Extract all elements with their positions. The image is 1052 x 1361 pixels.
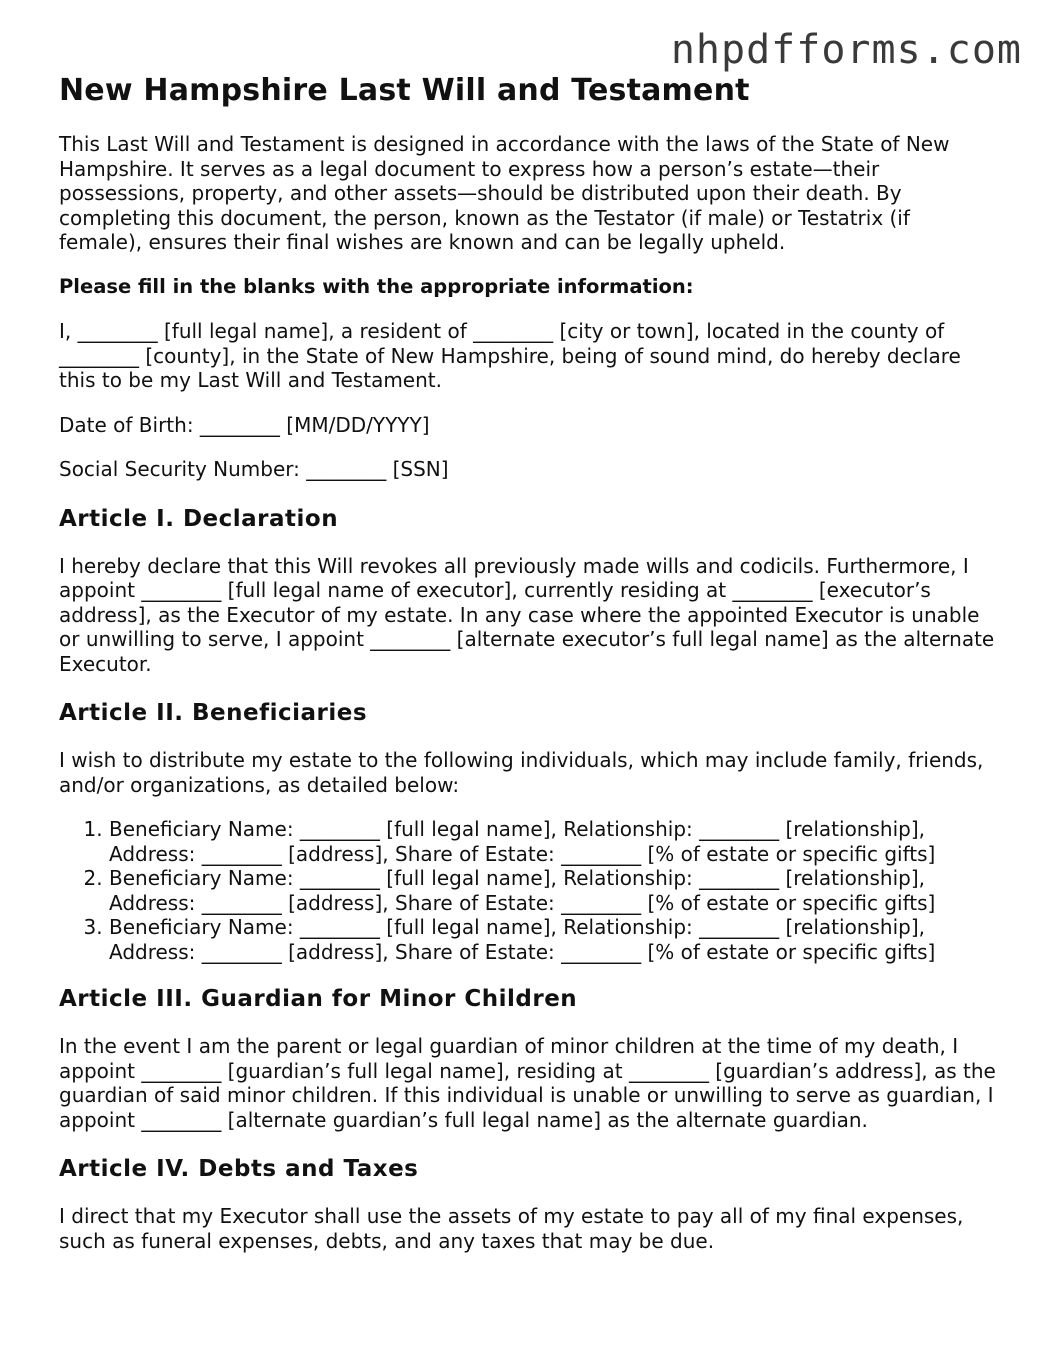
list-item: 1. Beneficiary Name: ________ [full legal name], Relationship: ________ [relationship], Address: ________ [address], Share of Estate: ________ [% of estate or specific gifts] [109,817,999,866]
article-text: I hereby declare that this Will revokes all previously made wills and codicils. Furthermore, I appoint ________ [full legal name of executor], currently residing at ________ [executor’s address], as the Executor of my estate. In any case where the appointed Executor is unable or unwilling to serve, I appoint ________ [alternate executor’s full legal name] as the alternate Executor. [59,553,995,676]
beneficiary-list [59,817,999,964]
article-heading: Article IV. Debts and Taxes [59,1156,419,1182]
list-item: 2. Beneficiary Name: ________ [full legal name], Relationship: ________ [relationship], Address: ________ [address], Share of Estate: ________ [% of estate or specific gifts] [109,866,999,915]
instruction-text: Please fill in the blanks with the appropriate information: [59,274,694,298]
article-text: I wish to distribute my estate to the following individuals, which may include family, friends, and/or organizations, as detailed below: [59,748,984,797]
list-item: 3. Beneficiary Name: ________ [full legal name], Relationship: ________ [relationship], Address: ________ [address], Share of Estate: ________ [% of estate or specific gifts] [109,915,999,964]
site-watermark: nhpdfforms.com [670,27,1022,73]
article-heading: Article II. Beneficiaries [59,700,368,726]
intro-paragraph: This Last Will and Testament is designed in accordance with the laws of the State of New Hampshire. It serves as a legal document to express how a person’s estate—their possessions, property, and other assets—should be distributed upon their death. By completing this document, the person, known as the Testator (if male) or Testatrix (if female), ensures their final wishes are known and can be legally upheld. [59,132,950,254]
article-text: In the event I am the parent or legal guardian of minor children at the time of my death, I appoint ________ [guardian’s full legal name], residing at ________ [guardian’s address], as the guardian of said minor children. If this individual is unable or unwilling to serve as guardian, I appoint ________ [alternate guardian’s full legal name] as the alternate guardian. [59,1034,996,1132]
testator-declaration: I, ________ [full legal name], a resident of ________ [city or town], located in the county of ________ [county], in the State of New Hampshire, being of sound mind, do hereby declare this to be my Last Will and Testament. [59,319,961,392]
document-page [59,72,999,1273]
article-beneficiaries [59,698,999,964]
article-debts-taxes [59,1154,999,1253]
ssn-line: Social Security Number: ________ [SSN] [59,457,449,481]
article-declaration [59,504,999,677]
document-title: New Hampshire Last Will and Testament [59,73,750,108]
date-of-birth-line: Date of Birth: ________ [MM/DD/YYYY] [59,412,430,437]
article-text: I direct that my Executor shall use the assets of my estate to pay all of my final expenses, such as funeral expenses, debts, and any taxes that may be due. [59,1204,964,1253]
article-heading: Article III. Guardian for Minor Children [59,986,578,1012]
article-heading: Article I. Declaration [59,505,339,532]
article-guardian [59,984,999,1132]
